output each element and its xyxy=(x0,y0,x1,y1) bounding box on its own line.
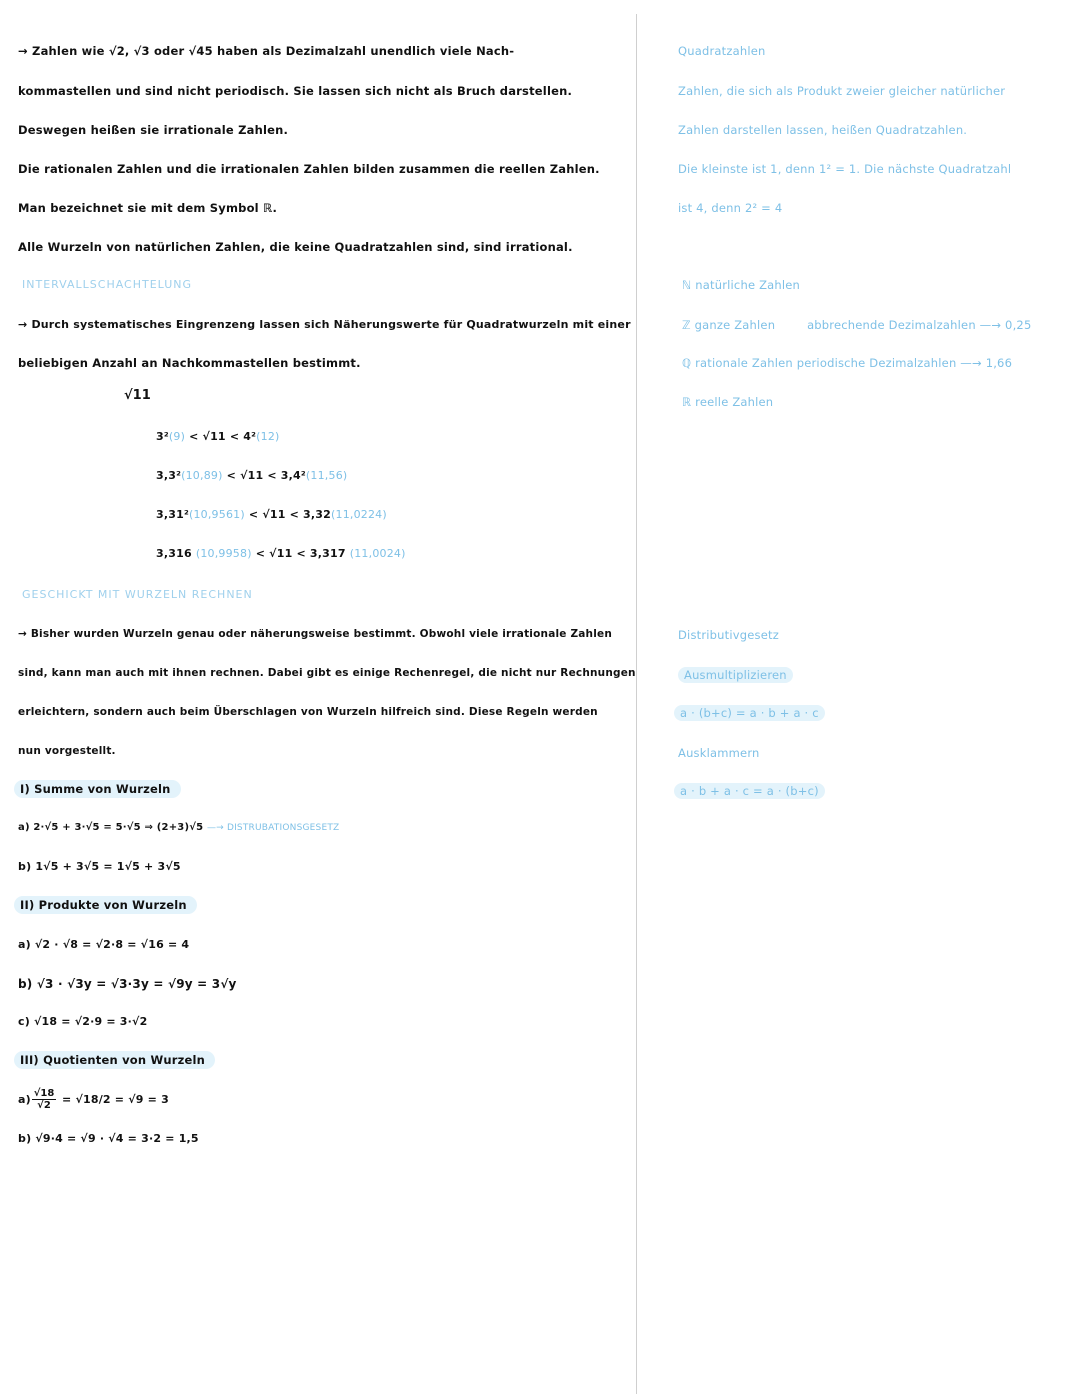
quotient-example-a-prefix: a) xyxy=(18,1093,31,1106)
product-title: II) Produkte von Wurzeln xyxy=(14,898,197,912)
interval-line-2: beliebigen Anzahl an Nachkommastellen bestimmt. xyxy=(18,356,361,370)
intro-line-6: Alle Wurzeln von natürlichen Zahlen, die keine Quadratzahlen sind, sind irrational. xyxy=(18,240,573,254)
quadratzahlen-line-1: Zahlen, die sich als Produkt zweier gleicher natürlicher xyxy=(678,84,1006,98)
quotient-fraction xyxy=(32,1088,56,1111)
interval-step-1: 3²(9) < √11 < 4²(12) xyxy=(156,430,280,443)
quadratzahlen-title: Quadratzahlen xyxy=(678,44,766,58)
ausmultiplizieren-formula: a · (b+c) = a · b + a · c xyxy=(674,706,825,720)
ausklammern-formula: a · b + a · c = a · (b+c) xyxy=(674,784,825,798)
rules-line-1: → Bisher wurden Wurzeln genau oder näherungsweise bestimmt. Obwohl viele irrationale Zahlen xyxy=(18,628,613,640)
quadratzahlen-line-4: ist 4, denn 2² = 4 xyxy=(678,201,783,215)
set-rational: ℚ rationale Zahlen periodische Dezimalzahlen —→ 1,66 xyxy=(682,356,1013,370)
interval-step-4: 3,316 (10,9958) < √11 < 3,317 (11,0024) xyxy=(156,547,406,560)
intro-line-5: Man bezeichnet sie mit dem Symbol ℝ. xyxy=(18,201,278,215)
ausklammern-title: Ausklammern xyxy=(678,746,760,760)
intro-line-2: kommastellen und sind nicht periodisch. Sie lassen sich nicht als Bruch darstellen. xyxy=(18,84,573,98)
intro-line-4: Die rationalen Zahlen und die irrationalen Zahlen bilden zusammen die reellen Zahlen. xyxy=(18,162,600,176)
quotient-example-b: b) √9·4 = √9 · √4 = 3·2 = 1,5 xyxy=(18,1132,199,1145)
intro-line-3: Deswegen heißen sie irrationale Zahlen. xyxy=(18,123,289,137)
distributivgesetz-title: Distributivgesetz xyxy=(678,628,779,642)
intro-line-1: → Zahlen wie √2, √3 oder √45 haben als Dezimalzahl unendlich viele Nach- xyxy=(18,44,515,58)
rules-line-4: nun vorgestellt. xyxy=(18,745,116,757)
quadratzahlen-line-2: Zahlen darstellen lassen, heißen Quadratzahlen. xyxy=(678,123,968,137)
interval-line-1: → Durch systematisches Eingrenzeng lassen sich Näherungswerte für Quadratwurzeln mit einer xyxy=(18,318,631,331)
product-example-a: a) √2 · √8 = √2·8 = √16 = 4 xyxy=(18,938,190,951)
ausmultiplizieren-title: Ausmultiplizieren xyxy=(678,668,793,682)
sum-title: I) Summe von Wurzeln xyxy=(14,782,181,796)
set-natural: ℕ natürliche Zahlen xyxy=(682,278,801,292)
quotient-title: III) Quotienten von Wurzeln xyxy=(14,1053,215,1067)
fraction-numerator: √18 xyxy=(33,1088,55,1099)
product-example-b: b) √3 · √3y = √3·3y = √9y = 3√y xyxy=(18,977,237,991)
column-divider xyxy=(636,14,637,1394)
quotient-example-a-rest: = √18/2 = √9 = 3 xyxy=(62,1093,169,1106)
rules-line-3: erleichtern, sondern auch beim Überschlagen von Wurzeln hilfreich sind. Diese Regeln werden xyxy=(18,706,598,718)
set-real: ℝ reelle Zahlen xyxy=(682,395,774,409)
set-integer: ℤ ganze Zahlen abbrechende Dezimalzahlen —→ 0,25 xyxy=(682,318,1032,332)
rules-line-2: sind, kann man auch mit ihnen rechnen. Dabei gibt es einige Rechenregel, die nicht nur Rechnungen xyxy=(18,667,636,679)
product-example-c: c) √18 = √2·9 = 3·√2 xyxy=(18,1015,148,1028)
heading-geschickt-rechnen: GESCHICKT MIT WURZELN RECHNEN xyxy=(22,588,253,601)
sum-example-a: a) 2·√5 + 3·√5 = 5·√5 ⇒ (2+3)√5 —→ DISTRUBATIONSGESETZ xyxy=(18,822,340,833)
interval-step-3: 3,31²(10,9561) < √11 < 3,32(11,0224) xyxy=(156,508,387,521)
sqrt-11-label: √11 xyxy=(124,388,151,403)
interval-step-2: 3,3²(10,89) < √11 < 3,4²(11,56) xyxy=(156,469,348,482)
quadratzahlen-line-3: Die kleinste ist 1, denn 1² = 1. Die nächste Quadratzahl xyxy=(678,162,1012,176)
fraction-denominator: √2 xyxy=(37,1100,51,1111)
sum-example-b: b) 1√5 + 3√5 = 1√5 + 3√5 xyxy=(18,860,181,873)
heading-intervallschachtelung: INTERVALLSCHACHTELUNG xyxy=(22,278,193,291)
